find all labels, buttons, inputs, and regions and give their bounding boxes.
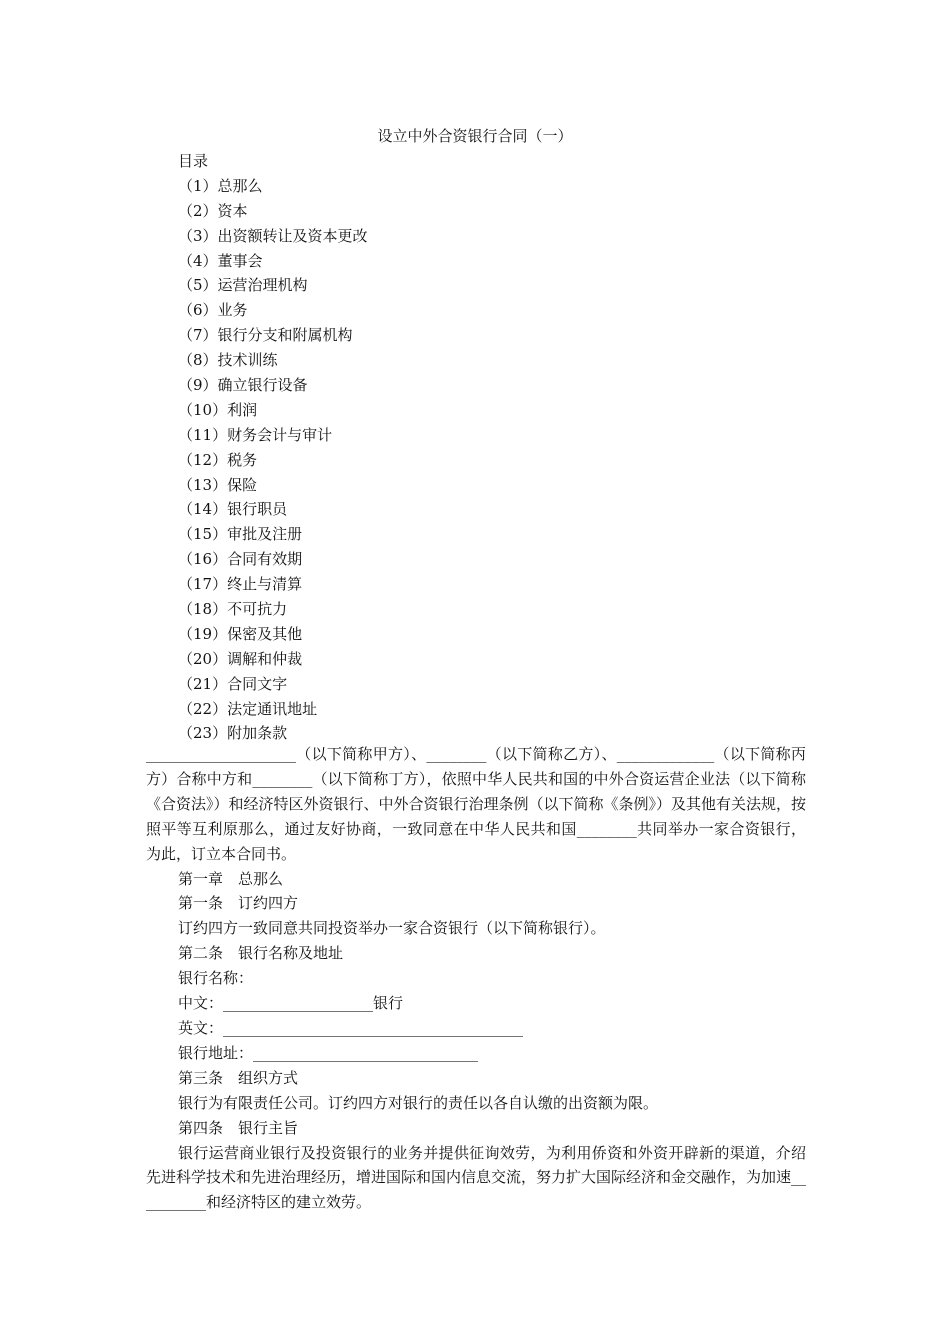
toc-item: （16）合同有效期 [178, 550, 303, 569]
english-label: 英文： [178, 1018, 224, 1037]
address-blank: ______________________________ [253, 1043, 479, 1062]
toc-item: （8）技术训练 [178, 351, 278, 370]
toc-item: （19）保密及其他 [178, 624, 303, 643]
bank-address-line [146, 1041, 806, 1066]
blank-location: ________ [576, 819, 637, 838]
toc-item: （20）调解和仲裁 [178, 649, 303, 668]
article-heading: 第四条 银行主旨 [178, 1118, 299, 1137]
article-heading: 第一条 订约四方 [178, 894, 299, 913]
english-name-blank: ________________________________________ [223, 1018, 524, 1037]
article-text [146, 1141, 806, 1216]
article-heading: 第二条 银行名称及地址 [178, 944, 344, 963]
chinese-name-line [146, 991, 806, 1016]
toc-item: （6）业务 [178, 301, 248, 320]
preamble-text: （以下简称丙方）合称中方和 [146, 745, 806, 788]
table-of-contents [178, 149, 368, 746]
contract-body [146, 742, 806, 1215]
preamble-text: （以下简称丁方），依照中华人民共和国的中外合资运营企业法（以下简称《合资法》）和经济特区外资银行、中外合资银行治理条例（以下简称《条例》）及其他有关法规，按照平等互利原那么，通过友好协商，一致同意在中华人民共和国 [146, 769, 807, 838]
blank-party-c: _____________ [616, 745, 715, 763]
toc-item: （23）附加条款 [178, 724, 288, 743]
toc-item: （3）出资额转让及资本更改 [178, 226, 368, 245]
toc-item: （7）银行分支和附属机构 [178, 326, 353, 345]
blank-party-a: ____________________ [146, 745, 296, 763]
article-text: 订约四方一致同意共同投资举办一家合资银行（以下简称银行）。 [178, 919, 606, 938]
article-four-text-end: 和经济特区的建立效劳。 [206, 1193, 372, 1212]
blank-region: __________ [146, 1168, 807, 1212]
blank-party-b: ________ [426, 745, 487, 763]
article-four-text: 银行运营商业银行及投资银行的业务并提供征询效劳，为利用侨资和外资开辟新的渠道，介绍先进科学技术和先进治理经历，增进国际和国内信息交流，努力扩大国际经济和金交融作，为加速 [146, 1143, 806, 1187]
toc-item: （1）总那么 [178, 176, 263, 195]
chinese-name-blank: ____________________ [223, 994, 374, 1013]
article-text: 银行为有限责任公司。订约四方对银行的责任以各自认缴的出资额为限。 [178, 1093, 659, 1112]
toc-item: （11）财务会计与审计 [178, 425, 333, 444]
address-label: 银行地址： [178, 1043, 254, 1062]
article-heading: 第三条 组织方式 [178, 1068, 299, 1087]
blank-party-d: ________ [252, 769, 313, 788]
toc-item: （17）终止与清算 [178, 575, 303, 594]
english-name-line [146, 1016, 806, 1041]
toc-item: （4）董事会 [178, 251, 263, 270]
preamble-text: （以下简称甲方）、 [296, 745, 427, 763]
toc-item: （13）保险 [178, 475, 258, 494]
toc-item: （2）资本 [178, 201, 248, 220]
toc-item: （15）审批及注册 [178, 525, 303, 544]
bank-name-label: 银行名称： [178, 969, 254, 988]
toc-item: （18）不可抗力 [178, 600, 288, 619]
chinese-name-suffix: 银行 [373, 994, 404, 1013]
preamble-paragraph [146, 742, 806, 867]
toc-item: （14）银行职员 [178, 500, 288, 519]
document-title: 设立中外合资银行合同（一） [377, 127, 573, 145]
toc-item: （9）确立银行设备 [178, 376, 308, 395]
toc-item: （22）法定通讯地址 [178, 699, 318, 718]
chinese-label: 中文： [178, 994, 224, 1013]
toc-item: （10）利润 [178, 400, 258, 419]
toc-item: （12）税务 [178, 450, 258, 469]
preamble-text: 共同举办一家合资银行，为此，订立本合同书。 [146, 819, 806, 863]
preamble-text: （以下简称乙方）、 [486, 745, 617, 763]
toc-item: （21）合同文字 [178, 674, 288, 693]
toc-heading: 目录 [178, 152, 209, 170]
chapter-heading: 第一章 总那么 [178, 869, 284, 888]
toc-item: （5）运营治理机构 [178, 276, 308, 295]
